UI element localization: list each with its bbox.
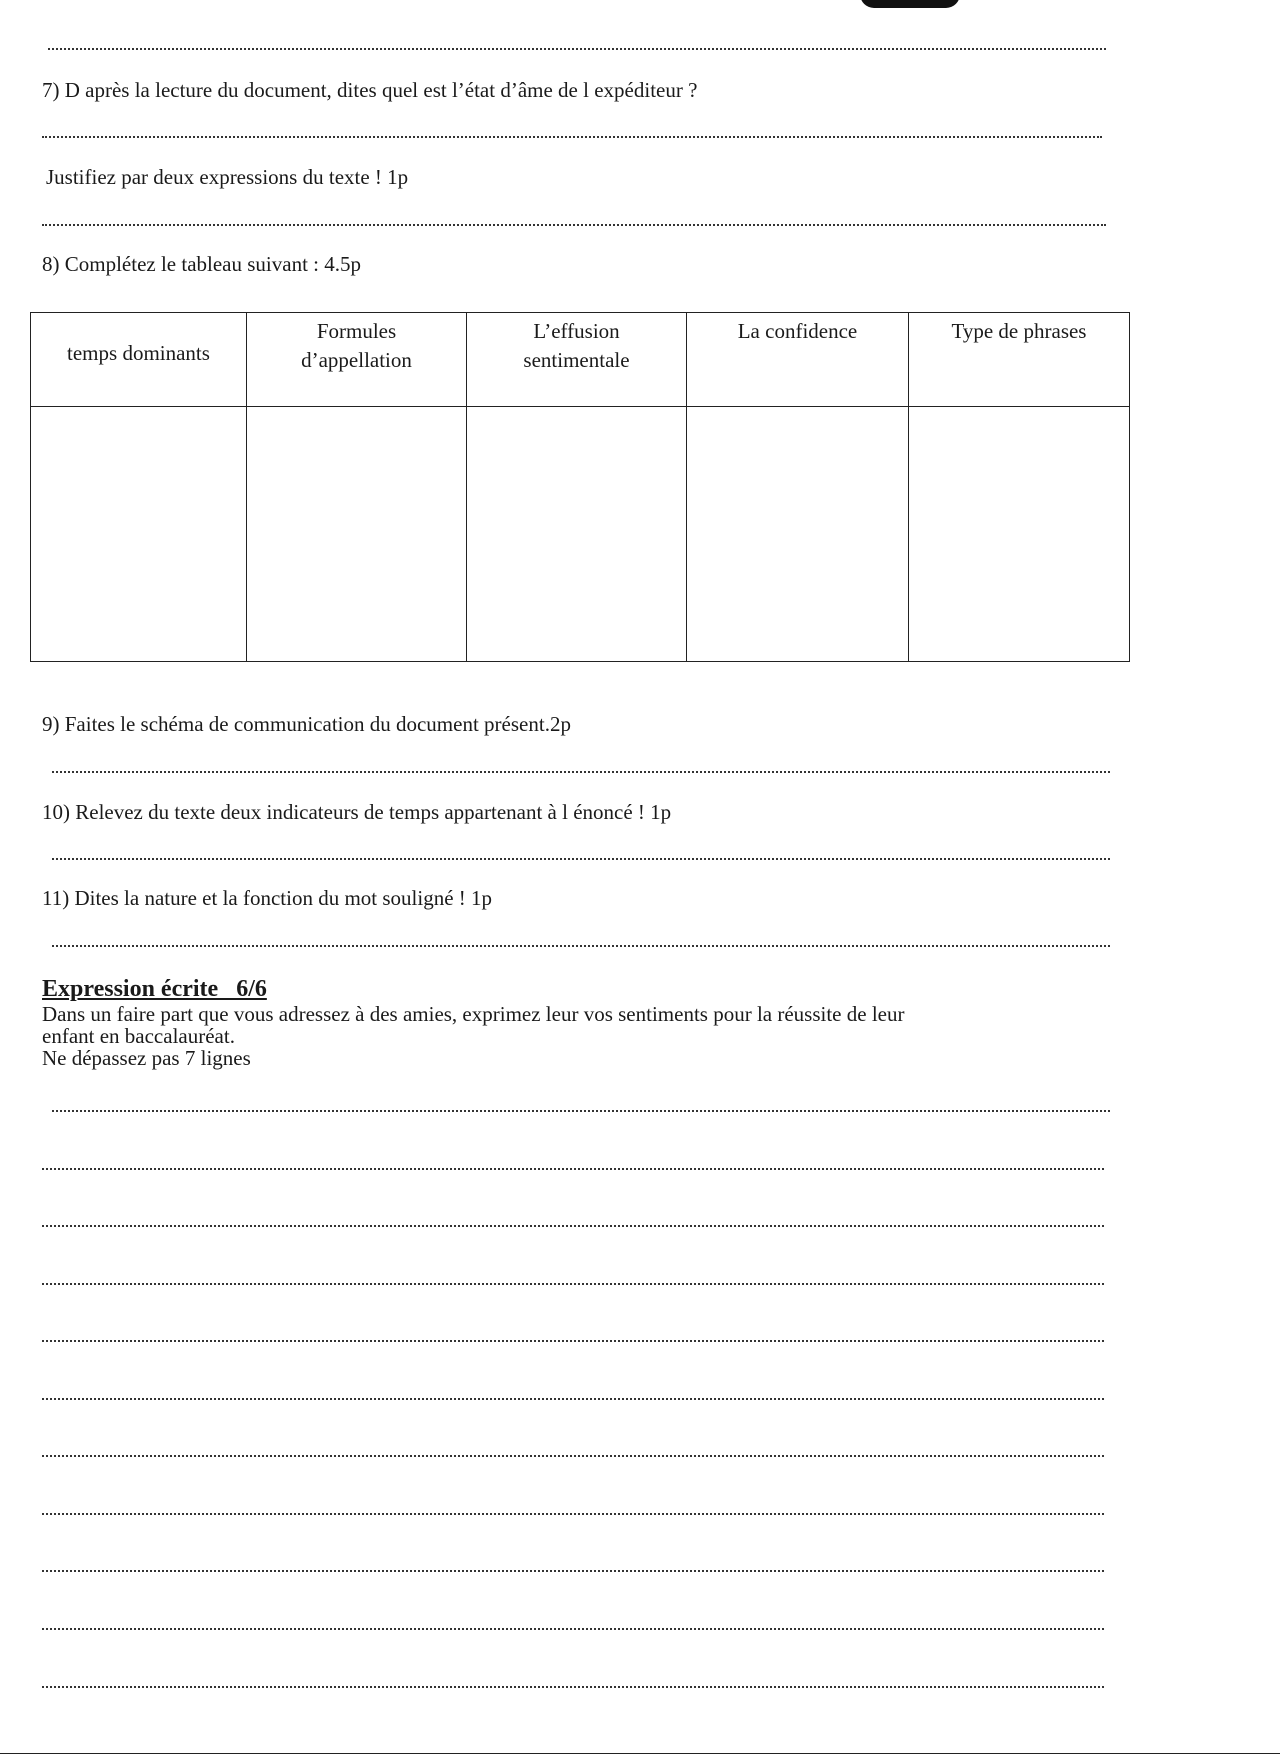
table-header-label-2: sentimentale (523, 348, 630, 372)
answer-line-top (48, 48, 1106, 50)
page-footer-line (0, 1753, 1280, 1754)
writing-line-1[interactable] (52, 1110, 1110, 1112)
table-header-type-phrases (909, 313, 1130, 407)
table-header-effusion (467, 313, 687, 407)
answer-line-q9 (52, 771, 1110, 773)
writing-line-9[interactable] (42, 1570, 1104, 1572)
writing-line-10[interactable] (42, 1628, 1104, 1630)
writing-line-2[interactable] (42, 1168, 1104, 1170)
table-cell-temps[interactable] (31, 407, 247, 662)
table-cell-effusion[interactable] (467, 407, 687, 662)
question-7-justify: Justifiez par deux expressions du texte ! 1p (46, 165, 409, 189)
table-header-label: temps dominants (67, 341, 210, 365)
table-header-label: La confidence (737, 319, 858, 343)
table-answer-row (31, 407, 1130, 662)
writing-line-6[interactable] (42, 1398, 1104, 1400)
writing-line-8[interactable] (42, 1513, 1104, 1515)
table-cell-type-phrases[interactable] (909, 407, 1130, 662)
question-7: 7) D après la lecture du document, dites quel est l’état d’âme de l expéditeur ? (42, 78, 698, 102)
question-9: 9) Faites le schéma de communication du document présent.2p (42, 712, 571, 736)
instruction-line-1: Dans un faire part que vous adressez à des amies, exprimez leur vos sentiments pour la réussite de leur (42, 1002, 905, 1026)
writing-line-4[interactable] (42, 1283, 1104, 1285)
table-header-row (31, 313, 1130, 407)
instruction-line-3: Ne dépassez pas 7 lignes (42, 1046, 251, 1070)
table-cell-formules[interactable] (247, 407, 467, 662)
table-header-confidence (687, 313, 909, 407)
table-header-label: Type de phrases (951, 319, 1087, 343)
expression-instructions (42, 1003, 1122, 1069)
answer-line-q7 (42, 136, 1102, 138)
table-header-label: L’effusion (533, 319, 620, 343)
question-8: 8) Complétez le tableau suivant : 4.5p (42, 252, 361, 276)
table-header-temps (31, 313, 247, 407)
writing-line-3[interactable] (42, 1225, 1104, 1227)
ink-blot (860, 0, 960, 8)
table-header-formules (247, 313, 467, 407)
table-cell-confidence[interactable] (687, 407, 909, 662)
question-10: 10) Relevez du texte deux indicateurs de temps appartenant à l énoncé ! 1p (42, 800, 672, 824)
answer-line-q10 (52, 858, 1110, 860)
instruction-line-2: enfant en baccalauréat. (42, 1024, 235, 1048)
table-header-label: Formules (316, 319, 397, 343)
writing-line-11[interactable] (42, 1686, 1104, 1688)
question-11: 11) Dites la nature et la fonction du mot souligné ! 1p (42, 886, 493, 910)
answer-table (30, 312, 1130, 662)
writing-line-7[interactable] (42, 1455, 1104, 1457)
answer-line-q11 (52, 945, 1110, 947)
section-heading-expression: Expression écrite 6/6 (42, 976, 267, 1002)
writing-line-5[interactable] (42, 1340, 1104, 1342)
answer-line-q7-justify (42, 224, 1106, 226)
table-header-label-2: d’appellation (301, 348, 412, 372)
